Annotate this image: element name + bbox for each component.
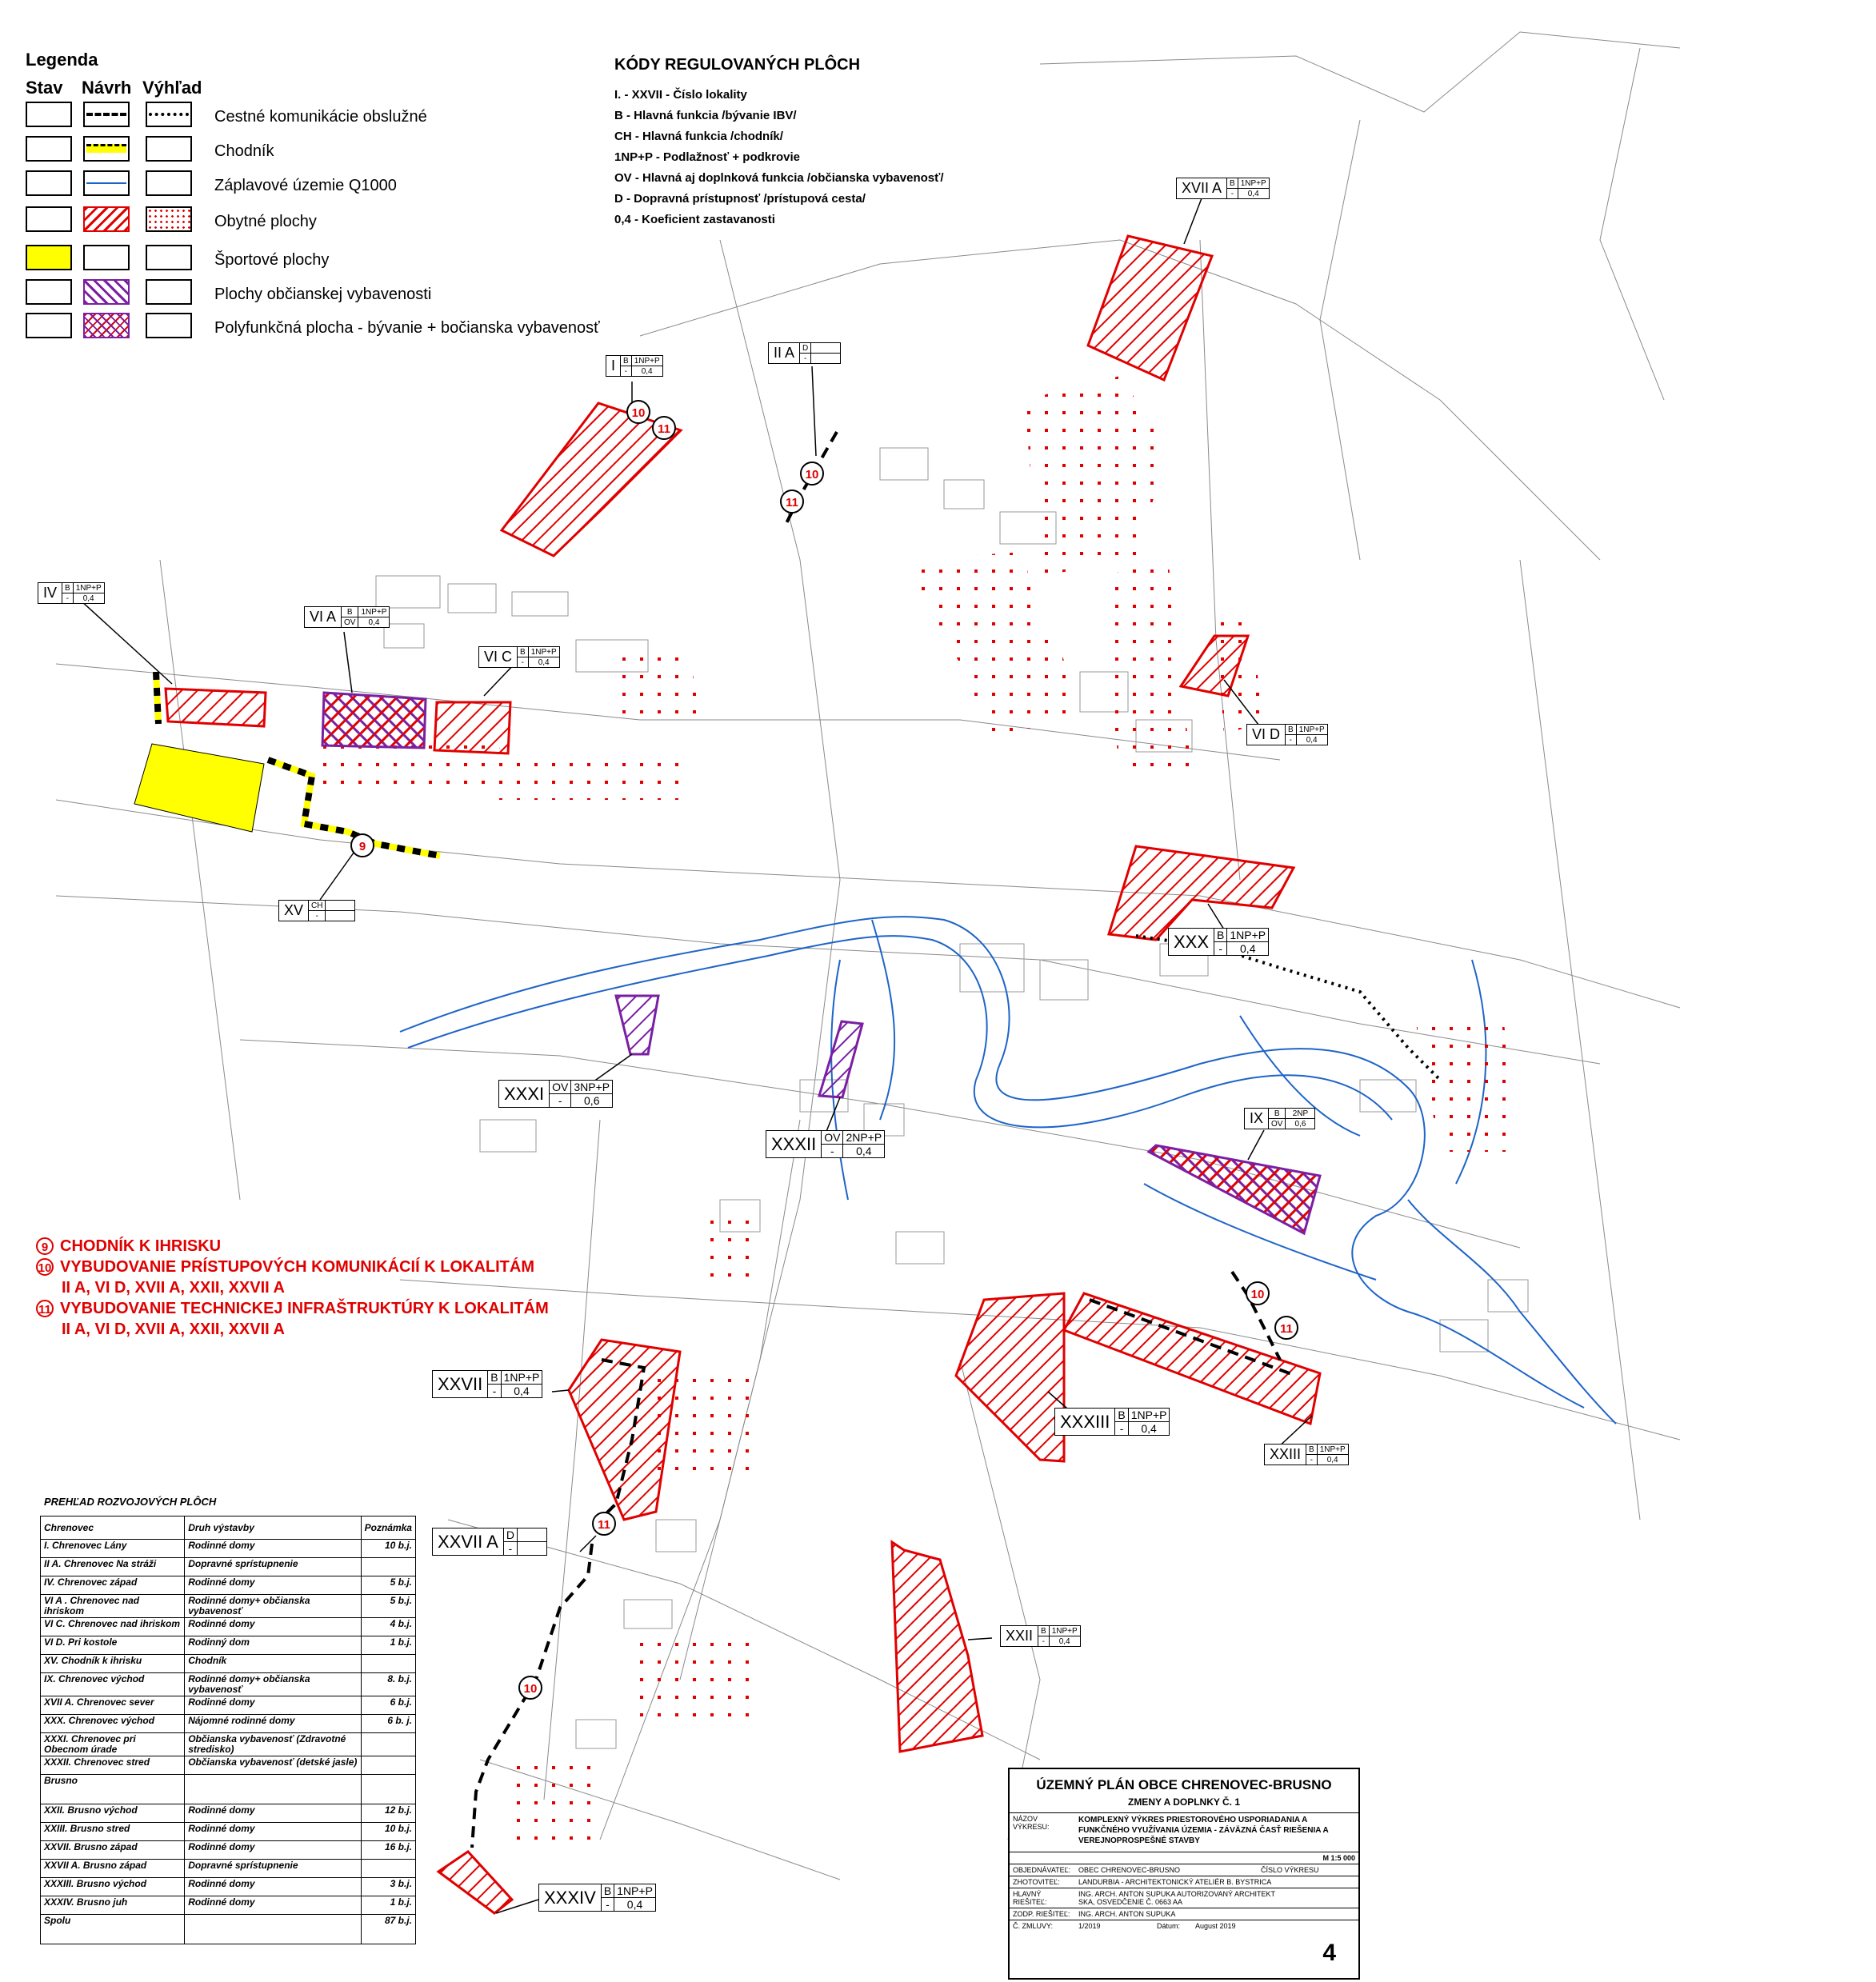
legend-label-civic: Plochy občianskej vybavenosti	[214, 286, 432, 303]
overview-cell: 6 b. j.	[361, 1715, 415, 1733]
label-id: XXVII A	[433, 1528, 504, 1556]
overview-cell: XXXII. Chrenovec stred	[41, 1756, 185, 1775]
area-XXXI	[616, 996, 658, 1054]
overview-cell: VI A . Chrenovec nad ihriskom	[41, 1595, 185, 1618]
area-VI-C	[434, 702, 510, 753]
label-k2: 0,4	[73, 593, 104, 604]
codes-line: OV - Hlavná aj doplnková funkcia /občianska vybavenosť/	[614, 171, 944, 185]
overview-row	[41, 1540, 416, 1558]
legend-label-roads: Cestné komunikácie obslužné	[214, 108, 427, 126]
overview-cell: VI C. Chrenovec nad ihriskom	[41, 1618, 185, 1636]
label-floors: 1NP+P	[358, 607, 390, 617]
legend-col-navrh: Návrh	[82, 78, 132, 98]
label-k2: 0,4	[358, 617, 390, 628]
area-XXVII	[569, 1340, 680, 1520]
overview-cell	[361, 1775, 415, 1804]
location-label	[1054, 1408, 1170, 1436]
overview-row	[41, 1775, 416, 1804]
overview-cell: Chodník	[185, 1655, 361, 1673]
overview-cell: XXXIII. Brusno východ	[41, 1878, 185, 1896]
location-label	[766, 1130, 885, 1158]
codes-line: 0,4 - Koeficient zastavanosti	[614, 213, 775, 226]
legend-col-vyhlad: Výhľad	[142, 78, 202, 98]
location-label	[38, 582, 105, 604]
location-label	[1264, 1444, 1349, 1465]
label-k2: 0,4	[1317, 1455, 1348, 1465]
label-k1: -	[550, 1094, 571, 1108]
overview-row	[41, 1715, 416, 1733]
label-k1: -	[1115, 1422, 1128, 1436]
label-floors	[517, 1528, 546, 1542]
location-label	[432, 1370, 542, 1398]
label-id: XXIII	[1265, 1445, 1306, 1465]
label-id: IV	[38, 583, 62, 604]
label-k1: -	[62, 593, 74, 604]
overview-cell: Rodinný dom	[185, 1636, 361, 1655]
overview-cell: Rodinné domy	[185, 1896, 361, 1915]
area-XVII-A	[1088, 236, 1212, 380]
label-id: I	[606, 356, 621, 377]
overview-row	[41, 1756, 416, 1775]
label-k1: -	[488, 1385, 501, 1398]
note-number: 10	[36, 1258, 54, 1276]
overview-cell: 1 b.j.	[361, 1896, 415, 1915]
overview-cell: IX. Chrenovec východ	[41, 1673, 185, 1696]
label-id: XXXIV	[539, 1884, 602, 1912]
label-floors: 1NP+P	[1227, 929, 1269, 942]
label-floors: 1NP+P	[1049, 1626, 1080, 1636]
plan-subtitle: ZMENY A DOPLNKY Č. 1	[1127, 1796, 1241, 1808]
location-label	[278, 900, 355, 921]
label-function: B	[1038, 1626, 1050, 1636]
overview-cell: 5 b.j.	[361, 1576, 415, 1595]
overview-title: PREHĽAD ROZVOJOVÝCH PLÔCH	[44, 1496, 217, 1508]
overview-cell: 4 b.j.	[361, 1618, 415, 1636]
drawing-name: KOMPLEXNÝ VÝKRES PRIESTOROVÉHO USPORIADANIA A FUNKČNÉHO VYUŽÍVANIA ÚZEMIA - ZÁVÄZNÁ ČASŤ RIEŠENIA A VEREJNOPROSPEŠNÉ STAVBY	[1078, 1816, 1329, 1845]
label-id: VI C	[479, 647, 518, 668]
overview-cell	[361, 1655, 415, 1673]
overview-cell: 8. b.j.	[361, 1673, 415, 1696]
overview-row	[41, 1595, 416, 1618]
label-k2: 0,4	[1049, 1636, 1080, 1647]
note-item: 9 CHODNÍK K IHRISKU	[36, 1236, 549, 1257]
route-marker: 9	[350, 833, 374, 857]
label-function: B	[518, 647, 529, 657]
label-function: D	[800, 343, 811, 354]
label-k2: 0,6	[571, 1094, 613, 1108]
label-floors: 1NP+P	[501, 1371, 542, 1385]
label-k2: 0,4	[501, 1385, 542, 1398]
overview-cell: XXXI. Chrenovec pri Obecnom úrade	[41, 1733, 185, 1756]
label-k2	[811, 354, 841, 364]
label-function: CH	[309, 901, 326, 911]
legend-label-residential: Obytné plochy	[214, 213, 317, 230]
label-k2	[517, 1542, 546, 1556]
overview-cell: 3 b.j.	[361, 1878, 415, 1896]
overview-cell: XXVII A. Brusno západ	[41, 1860, 185, 1878]
location-label	[1000, 1625, 1081, 1647]
label-k1: -	[518, 657, 529, 668]
label-k1: -	[503, 1542, 517, 1556]
location-label	[606, 355, 663, 377]
label-function: B	[1115, 1409, 1128, 1422]
overview-cell: VI D. Pri kostole	[41, 1636, 185, 1655]
overview-cell: Rodinné domy	[185, 1841, 361, 1860]
overview-cell: XVII A. Chrenovec sever	[41, 1696, 185, 1715]
area-IX	[1149, 1145, 1320, 1233]
label-floors: 1NP+P	[1317, 1445, 1348, 1455]
route-marker: 10	[1246, 1281, 1270, 1305]
overview-cell: 1 b.j.	[361, 1636, 415, 1655]
area-XXII	[892, 1542, 982, 1752]
codes-line: I. - XXVII - Číslo lokality	[614, 88, 747, 102]
label-floors: 2NP+P	[843, 1131, 885, 1145]
legend-label-footpath: Chodník	[214, 142, 274, 160]
location-label	[1168, 928, 1269, 956]
scale: M 1:5 000	[1322, 1854, 1355, 1862]
legend-label-flood: Záplavové územie Q1000	[214, 177, 397, 194]
location-label	[498, 1080, 613, 1108]
label-id: XXVII	[433, 1371, 488, 1398]
label-k2: 0,4	[1296, 735, 1327, 745]
overview-cell	[185, 1915, 361, 1944]
label-k2: 0,4	[631, 366, 662, 377]
overview-cell: Rodinné domy	[185, 1540, 361, 1558]
overview-row	[41, 1860, 416, 1878]
legend-title: Legenda	[26, 50, 98, 70]
overview-cell: Spolu	[41, 1915, 185, 1944]
overview-header: Poznámka	[361, 1516, 415, 1540]
location-label	[1244, 1108, 1315, 1129]
overview-cell: Občianska vybavenosť (Zdravotné stredisko)	[185, 1733, 361, 1756]
label-function: B	[1286, 725, 1297, 735]
label-id: XXXI	[499, 1081, 550, 1108]
note-number: 9	[36, 1237, 54, 1255]
label-k2	[326, 911, 355, 921]
label-k2: 0,4	[1238, 189, 1269, 199]
overview-cell: II A. Chrenovec Na stráži	[41, 1558, 185, 1576]
label-floors	[326, 901, 355, 911]
plan-title: ÚZEMNÝ PLÁN OBCE CHRENOVEC-BRUSNO	[1036, 1777, 1332, 1792]
overview-cell: XXVII. Brusno západ	[41, 1841, 185, 1860]
overview-cell: Občianska vybavenosť (detské jasle)	[185, 1756, 361, 1775]
legend-label-sport: Športové plochy	[214, 251, 330, 269]
overview-cell: Rodinné domy	[185, 1804, 361, 1823]
label-function: B	[1269, 1109, 1286, 1119]
overview-cell	[361, 1733, 415, 1756]
route-marker: 11	[652, 416, 676, 440]
overview-cell: Rodinné domy+ občianska vybavenosť	[185, 1673, 361, 1696]
label-function: B	[488, 1371, 501, 1385]
route-marker: 11	[1274, 1316, 1298, 1340]
area-VI-A	[322, 693, 426, 748]
route-marker: 10	[626, 400, 650, 424]
overview-row	[41, 1696, 416, 1715]
label-floors: 1NP+P	[614, 1884, 656, 1898]
overview-row	[41, 1878, 416, 1896]
label-function: B	[1214, 929, 1227, 942]
label-k2: 0,4	[1128, 1422, 1170, 1436]
label-id: II A	[769, 343, 800, 364]
overview-cell: 87 b.j.	[361, 1915, 415, 1944]
area-XXXIV	[438, 1852, 512, 1913]
label-k1: -	[1227, 189, 1238, 199]
location-label	[538, 1884, 656, 1912]
note-number: 11	[36, 1300, 54, 1317]
overview-table	[40, 1516, 416, 1944]
label-id: VI A	[305, 607, 342, 628]
overview-cell: XXII. Brusno východ	[41, 1804, 185, 1823]
label-floors: 3NP+P	[571, 1081, 613, 1094]
label-id: IX	[1245, 1109, 1269, 1129]
label-k2: 0,4	[614, 1898, 656, 1912]
overview-row	[41, 1576, 416, 1595]
overview-cell: 16 b.j.	[361, 1841, 415, 1860]
overview-cell	[185, 1775, 361, 1804]
codes-line: D - Dopravná prístupnosť /prístupová cesta/	[614, 192, 866, 206]
note-item: 11 VYBUDOVANIE TECHNICKEJ INFRAŠTRUKTÚRY K LOKALITÁM	[36, 1298, 549, 1319]
future-roads	[1136, 936, 1440, 1080]
label-floors: 1NP+P	[1128, 1409, 1170, 1422]
route-marker: 10	[518, 1676, 542, 1700]
overview-cell: IV. Chrenovec západ	[41, 1576, 185, 1595]
overview-header: Druh výstavby	[185, 1516, 361, 1540]
label-k1: OV	[342, 617, 358, 628]
label-function: OV	[550, 1081, 571, 1094]
area-XXXIII	[956, 1293, 1064, 1461]
overview-cell: XXXIV. Brusno juh	[41, 1896, 185, 1915]
label-k1: -	[1214, 942, 1227, 956]
overview-cell: 10 b.j.	[361, 1540, 415, 1558]
label-k2: 0,6	[1286, 1119, 1315, 1129]
area-IV	[166, 689, 266, 726]
overview-cell: Rodinné domy+ občianska vybavenosť	[185, 1595, 361, 1618]
overview-row	[41, 1733, 416, 1756]
overview-cell: Rodinné domy	[185, 1696, 361, 1715]
overview-cell: Dopravné sprístupnenie	[185, 1860, 361, 1878]
label-floors: 1NP+P	[1296, 725, 1327, 735]
label-id: XV	[279, 901, 309, 921]
label-floors: 1NP+P	[1238, 178, 1269, 189]
area-XXIII	[1064, 1293, 1320, 1424]
label-id: XXII	[1001, 1626, 1038, 1647]
label-function: B	[1227, 178, 1238, 189]
label-k1: -	[1286, 735, 1297, 745]
route-marker: 11	[592, 1512, 616, 1536]
note-item: 10 VYBUDOVANIE PRÍSTUPOVÝCH KOMUNIKÁCIÍ K LOKALITÁM	[36, 1257, 549, 1277]
overview-row	[41, 1841, 416, 1860]
overview-row	[41, 1618, 416, 1636]
overview-cell: XXX. Chrenovec východ	[41, 1715, 185, 1733]
sheet-number: 4	[1322, 1940, 1336, 1966]
label-k1: -	[1038, 1636, 1050, 1647]
overview-row	[41, 1655, 416, 1673]
location-label	[768, 342, 841, 364]
overview-row	[41, 1896, 416, 1915]
label-k1: -	[822, 1145, 843, 1158]
label-k1: -	[621, 366, 632, 377]
area-XXX	[1109, 846, 1294, 940]
overview-cell: XXIII. Brusno stred	[41, 1823, 185, 1841]
civic-areas	[616, 996, 862, 1097]
label-id: XVII A	[1177, 178, 1227, 199]
location-label	[432, 1528, 547, 1556]
overview-cell	[361, 1860, 415, 1878]
overview-row	[41, 1558, 416, 1576]
sport-area	[134, 744, 264, 832]
location-label	[478, 646, 560, 668]
overview-cell: 10 b.j.	[361, 1823, 415, 1841]
overview-row	[41, 1673, 416, 1696]
overview-row	[41, 1636, 416, 1655]
label-k2: 0,4	[1227, 942, 1269, 956]
overview-cell: Nájomné rodinné domy	[185, 1715, 361, 1733]
label-id: XXXII	[766, 1131, 822, 1158]
codes-line: B - Hlavná funkcia /bývanie IBV/	[614, 109, 797, 122]
codes-title: KÓDY REGULOVANÝCH PLÔCH	[614, 56, 861, 74]
overview-cell: Rodinné domy	[185, 1618, 361, 1636]
label-id: XXX	[1169, 929, 1214, 956]
label-floors: 1NP+P	[631, 356, 662, 366]
label-k1: -	[1306, 1455, 1318, 1465]
label-floors	[811, 343, 841, 354]
label-floors: 1NP+P	[528, 647, 559, 657]
label-k1: OV	[1269, 1119, 1286, 1129]
overview-cell: Rodinné domy	[185, 1576, 361, 1595]
overview-cell: I. Chrenovec Lány	[41, 1540, 185, 1558]
label-floors: 2NP	[1286, 1109, 1315, 1119]
label-k1: -	[309, 911, 326, 921]
label-k2: 0,4	[528, 657, 559, 668]
label-floors: 1NP+P	[73, 583, 104, 593]
codes-line: 1NP+P - Podlažnosť + podkrovie	[614, 150, 800, 164]
legend-label-mixed: Polyfunkčná plocha - bývanie + bočianska vybavenosť	[214, 319, 600, 337]
area-XXXII	[819, 1021, 862, 1097]
label-function: D	[503, 1528, 517, 1542]
notes-list: 9 CHODNÍK K IHRISKU 10 VYBUDOVANIE PRÍSTUPOVÝCH KOMUNIKÁCIÍ K LOKALITÁM II A, VI D, XVII A, XXII, XXVII A 11 VYBUDOVANIE TECHNICKEJ INFRAŠTRUKTÚRY K LOKALITÁM II A, VI D, XVII A, XXII, XXVII A	[36, 1236, 549, 1340]
label-k2: 0,4	[843, 1145, 885, 1158]
location-label	[1176, 178, 1270, 199]
title-block: ÚZEMNÝ PLÁN OBCE CHRENOVEC-BRUSNO ZMENY A DOPLNKY Č. 1 NÁZOV VÝKRESU: KOMPLEXNÝ VÝKRES PRIESTOROVÉHO USPORIADANIA A FUNKČNÉHO VYUŽÍVANIA ÚZEMIA - ZÁVÄZNÁ ČASŤ RIEŠENIA A VEREJNOPROSPEŠNÉ STAVBY M 1:5 000 OBJEDNÁVATEĽ: OBEC CHRENOVEC-BRUSNO ČÍSLO VÝKRESU ZHOTOVITEĽ: LANDURBIA - ARCHITEKTONICKÝ ATELIÉR B. BYSTRICA HLAVNÝ RIEŠITEĽ: ING. ARCH. ANTON SUPUKA AUTORIZOVANÝ ARCHITEKT SKA, OSVEDČENIE Č. 0663 AA ZODP. RIEŠITEĽ: ING. ARCH. ANTON SUPUKA Č. ZMLUVY: 1/2019 Dátum: August 2019 4	[1008, 1768, 1360, 1980]
label-id: XXXIII	[1055, 1409, 1115, 1436]
route-marker: 10	[800, 462, 824, 486]
label-id: VI D	[1247, 725, 1286, 745]
overview-cell: Dopravné sprístupnenie	[185, 1558, 361, 1576]
label-function: B	[62, 583, 74, 593]
codes-line: CH - Hlavná funkcia /chodník/	[614, 130, 783, 143]
route-marker: 11	[780, 490, 804, 513]
overview-cell	[361, 1558, 415, 1576]
label-function: B	[621, 356, 632, 366]
overview-cell: 12 b.j.	[361, 1804, 415, 1823]
label-k1: -	[601, 1898, 614, 1912]
overview-row	[41, 1823, 416, 1841]
location-label	[304, 606, 390, 628]
label-function: B	[342, 607, 358, 617]
overview-cell	[361, 1756, 415, 1775]
label-function: B	[601, 1884, 614, 1898]
overview-cell: XV. Chodník k ihrisku	[41, 1655, 185, 1673]
label-function: B	[1306, 1445, 1318, 1455]
overview-cell: Brusno	[41, 1775, 185, 1804]
codes-list	[614, 85, 944, 230]
overview-header: Chrenovec	[41, 1516, 185, 1540]
legend-col-stav: Stav	[26, 78, 63, 98]
overview-cell: 6 b.j.	[361, 1696, 415, 1715]
overview-cell: 5 b.j.	[361, 1595, 415, 1618]
label-k1: -	[800, 354, 811, 364]
overview-cell: Rodinné domy	[185, 1878, 361, 1896]
location-label	[1246, 724, 1328, 745]
overview-row	[41, 1804, 416, 1823]
overview-row	[41, 1915, 416, 1944]
label-function: OV	[822, 1131, 843, 1145]
overview-cell: Rodinné domy	[185, 1823, 361, 1841]
